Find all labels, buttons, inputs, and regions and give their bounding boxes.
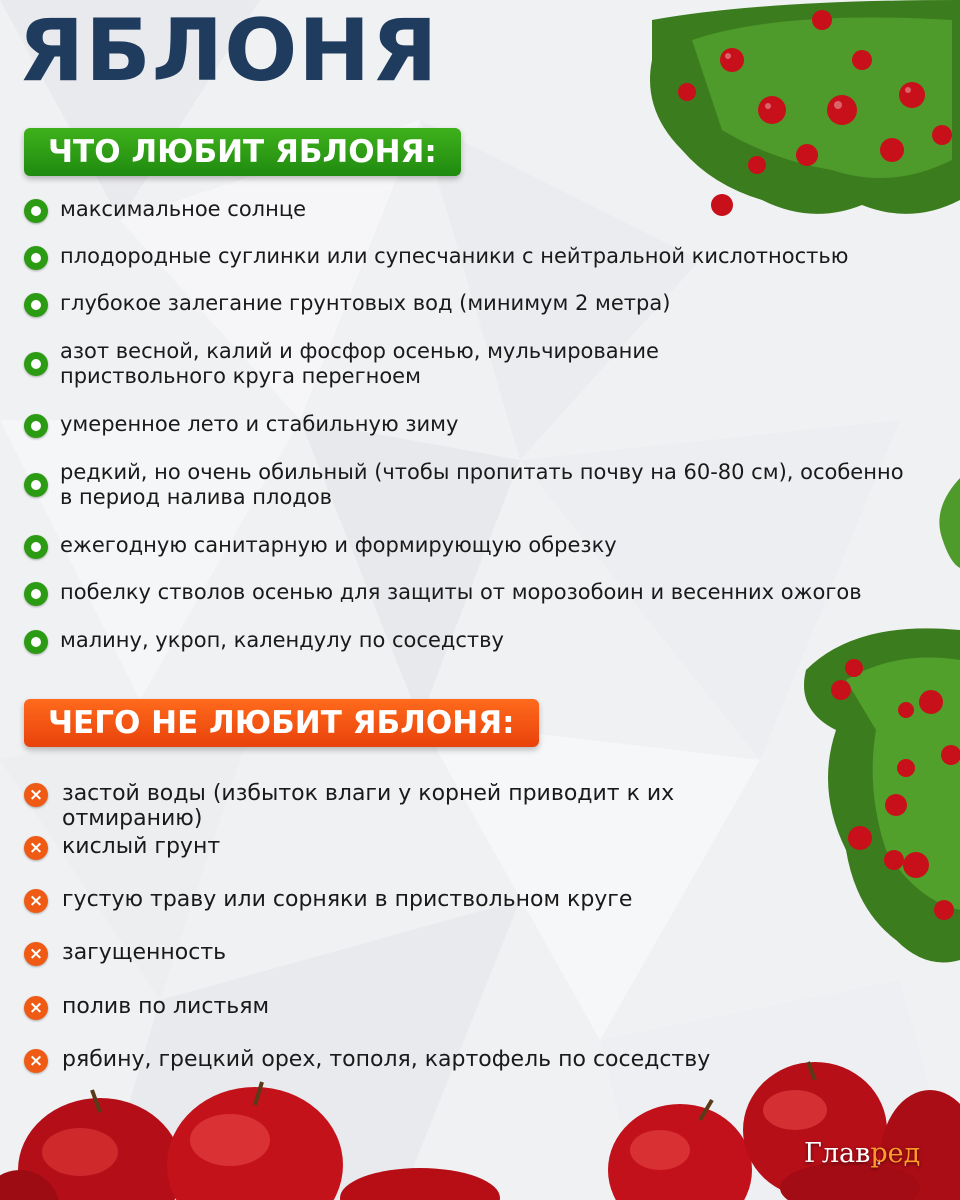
dislike-item-text: рябину, грецкий орех, тополя, картофель по соседству	[62, 1047, 711, 1072]
dislike-item-text: густую траву или сорняки в приствольном круге	[62, 887, 633, 912]
like-item-text: умеренное лето и стабильную зиму	[60, 412, 459, 436]
orange-cross-icon: ×	[24, 996, 48, 1020]
like-item-text: азот весной, калий и фосфор осенью, мульчирование приствольного круга перегноем	[60, 339, 659, 388]
brand-logo-part2: ред	[870, 1138, 921, 1169]
like-item-text: плодородные суглинки или супесчаники с нейтральной кислотностью	[60, 244, 849, 268]
brand-logo-part1: Глав	[804, 1138, 871, 1169]
page-title: ЯБЛОНЯ	[18, 1, 439, 101]
green-circle-icon	[24, 582, 48, 606]
brand-logo	[804, 1138, 920, 1169]
green-circle-icon	[24, 293, 48, 317]
orange-cross-icon: ×	[24, 942, 48, 966]
green-circle-icon	[24, 199, 48, 223]
dislikes-heading-banner: ЧЕГО НЕ ЛЮБИТ ЯБЛОНЯ:	[24, 699, 539, 747]
green-circle-icon	[24, 535, 48, 559]
orange-cross-icon: ×	[24, 836, 48, 860]
orange-cross-icon: ×	[24, 783, 48, 807]
likes-heading-banner: ЧТО ЛЮБИТ ЯБЛОНЯ:	[24, 128, 461, 176]
dislike-item-text: кислый грунт	[62, 834, 221, 859]
green-circle-icon	[24, 352, 48, 376]
leaf-edge-image	[932, 478, 960, 568]
like-item-text: побелку стволов осенью для защиты от морозобоин и весенних ожогов	[60, 580, 862, 604]
dislike-item-text: загущенность	[62, 940, 227, 965]
orange-cross-icon: ×	[24, 1049, 48, 1073]
apple-tree-top-image	[612, 0, 960, 225]
green-circle-icon	[24, 630, 48, 654]
like-item-text: максимальное солнце	[60, 197, 307, 221]
apples-bottom-image	[0, 1060, 960, 1200]
dislike-item-text: застой воды (избыток влаги у корней приводит к их отмиранию)	[62, 781, 675, 831]
like-item-text: малину, укроп, календулу по соседству	[60, 628, 504, 652]
dislike-item-text: полив по листьям	[62, 994, 270, 1019]
orange-cross-icon: ×	[24, 889, 48, 913]
like-item-text: ежегодную санитарную и формирующую обрезку	[60, 533, 617, 557]
green-circle-icon	[24, 414, 48, 438]
like-item-text: глубокое залегание грунтовых вод (минимум 2 метра)	[60, 291, 671, 315]
green-circle-icon	[24, 246, 48, 270]
like-item-text: редкий, но очень обильный (чтобы пропитать почву на 60-80 см), особенно в период налива плодов	[60, 460, 904, 509]
green-circle-icon	[24, 473, 48, 497]
